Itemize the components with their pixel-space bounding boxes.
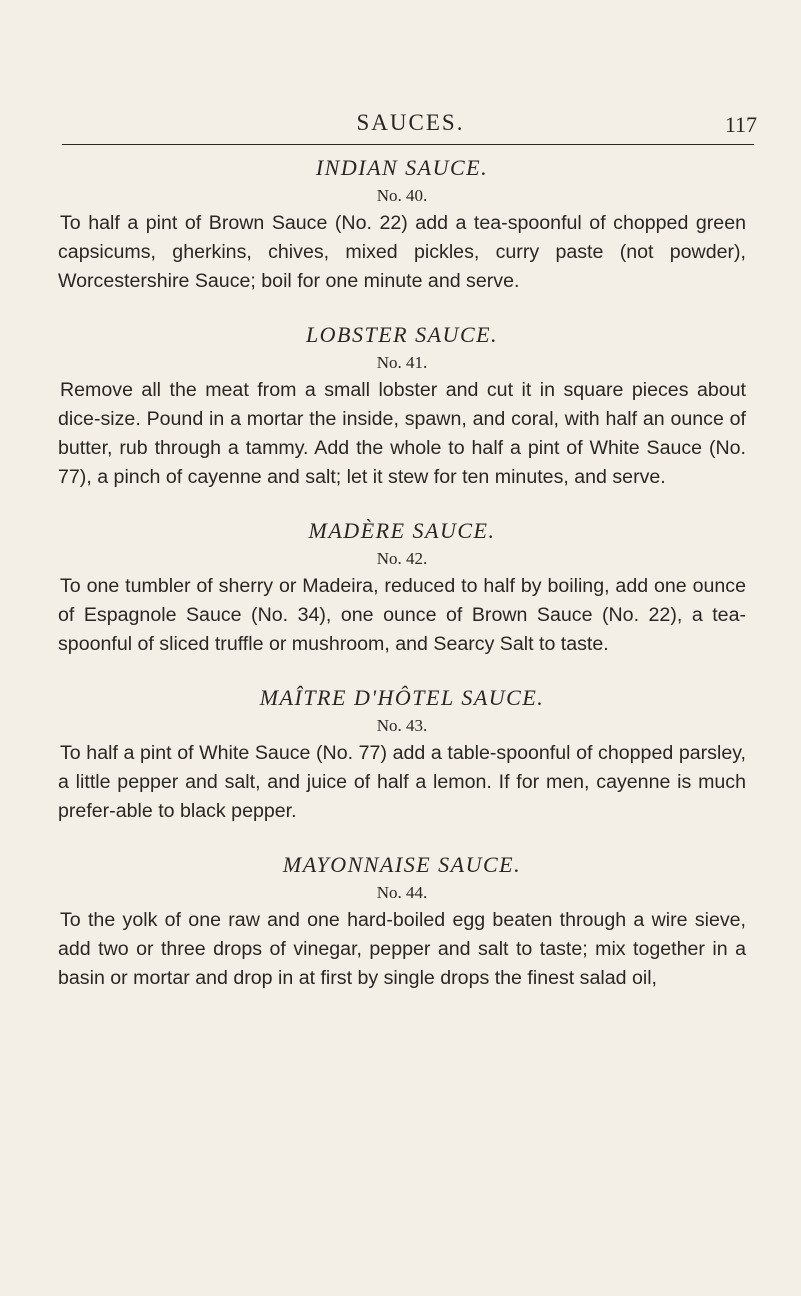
recipe-text: Remove all the meat from a small lobster and cut it in square pieces about dice-size. Pound in a mortar the inside, spawn, and coral, with half an ounce of butter, rub through a tammy. Add the whole to half a pint of White Sauce (No. 77), a pinch of cayenne and salt; let it stew for ten minutes, and serve. [58, 379, 746, 488]
recipe-indian-sauce [58, 153, 746, 296]
running-head [60, 108, 761, 148]
recipe-mayonnaise-sauce [58, 850, 746, 993]
header-rule [62, 144, 754, 145]
recipe-number: No. 42. [376, 549, 428, 568]
recipe-text: To half a pint of White Sauce (No. 77) add a table-spoonful of chopped parsley, a little pepper and salt, and juice of half a lemon. If for men, cayenne is much prefer-able to black pepper. [58, 742, 746, 822]
running-title: SAUCES. [356, 110, 465, 135]
recipe-number: No. 44. [376, 883, 428, 902]
recipe-text: To the yolk of one raw and one hard-boiled egg beaten through a wire sieve, add two or three drops of vinegar, pepper and salt to taste; mix together in a basin or mortar and drop in at first by single drops the finest salad oil, [58, 909, 746, 989]
recipe-number: No. 40. [376, 186, 428, 205]
recipe-title: LOBSTER SAUCE. [305, 322, 499, 347]
recipe-title: MADÈRE SAUCE. [308, 518, 496, 543]
recipe-title: MAYONNAISE SAUCE. [282, 852, 522, 877]
recipe-title: INDIAN SAUCE. [315, 155, 489, 180]
recipe-text: To one tumbler of sherry or Madeira, reduced to half by boiling, add one ounce of Espagnole Sauce (No. 34), one ounce of Brown Sauce (No. 22), a tea-spoonful of sliced truffle or mushroom, and Searcy Salt to taste. [58, 575, 746, 655]
recipe-maitre-dhotel-sauce [58, 683, 746, 826]
recipe-madere-sauce [58, 516, 746, 659]
recipe-title: MAÎTRE D'HÔTEL SAUCE. [259, 685, 545, 710]
recipe-lobster-sauce [58, 320, 746, 492]
recipe-number: No. 43. [376, 716, 428, 735]
recipe-text: To half a pint of Brown Sauce (No. 22) add a tea-spoonful of chopped green capsicums, gherkins, chives, mixed pickles, curry paste (not powder), Worcestershire Sauce; boil for one minute and serve. [58, 212, 746, 292]
recipe-number: No. 41. [376, 353, 428, 372]
page-content [58, 153, 746, 993]
page-number: 117 [724, 112, 757, 137]
